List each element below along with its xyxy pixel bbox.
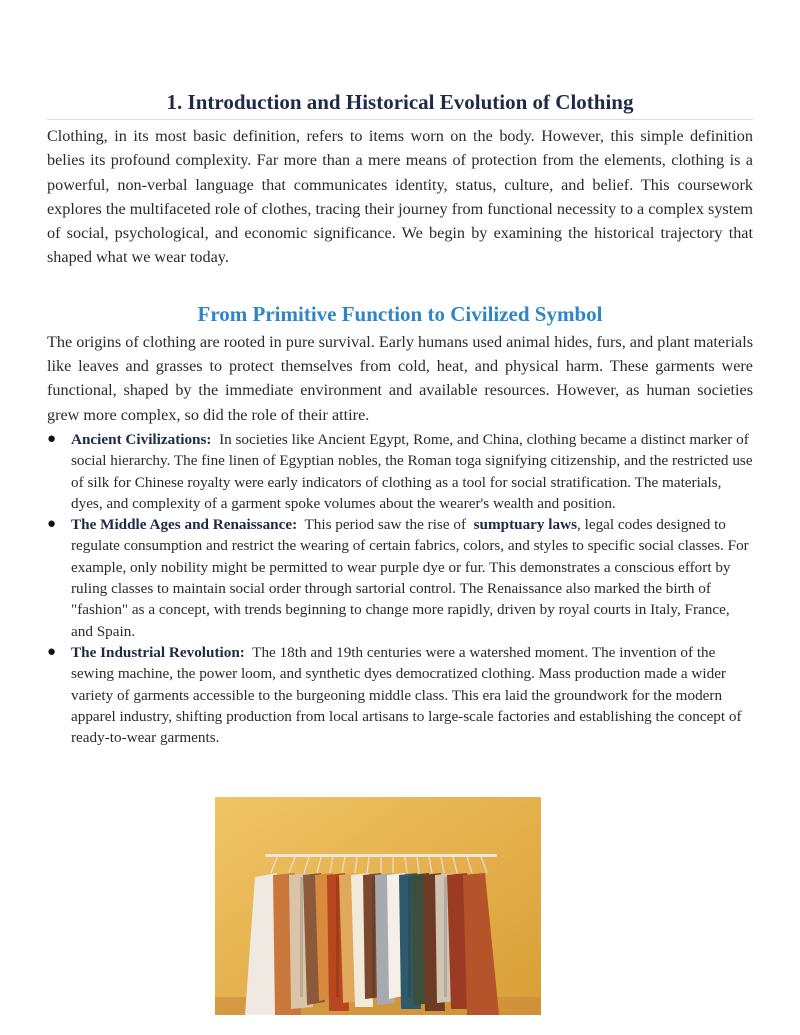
bullet-middle-ages: [47, 514, 753, 642]
bullet-text: This period saw the rise of: [304, 516, 467, 534]
bullet-icon: ●: [47, 430, 57, 447]
clothing-rack-illustration: [215, 797, 541, 1015]
bullet-ancient-civilizations: [47, 429, 753, 514]
bullet-text: , legal codes designed to regulate consumption and restrict the wearing of certain fabrics, colors, and styles to specific social classes. For example, only nobility might be permitted to wear purple dye or fur. This demonstrates a conscious effort by ruling classes to maintain social order through sartorial control. The Renaissance also marked the birth of "fashion" as a concept, with trends beginning to change more rapidly, driven by royal courts in Italy, France, and Spain.: [71, 516, 749, 640]
bullet-emphasis: sumptuary laws: [473, 516, 578, 534]
bullet-icon: ●: [47, 516, 57, 533]
history-bullet-list: [47, 429, 753, 748]
bullet-text: In societies like Ancient Egypt, Rome, and China, clothing became a distinct marker of social hierarchy. The fine linen of Egyptian nobles, the Roman toga signifying citizenship, and the restricted use of silk for Chinese royalty were early indicators of clothing as a tool for social stratification. The materials, dyes, and complexity of a garment spoke volumes about the wearer's wealth and position.: [71, 430, 753, 512]
document-page: [47, 88, 753, 748]
bullet-icon: ●: [47, 643, 57, 660]
subsection-heading: From Primitive Function to Civilized Symbol: [197, 301, 603, 326]
origins-paragraph: The origins of clothing are rooted in pure survival. Early humans used animal hides, furs, and plant materials like leaves and grasses to protect themselves from cold, heat, and physical harm. These garments were functional, shaped by the immediate environment and available resources. However, as human societies grew more complex, so did the role of their attire.: [47, 332, 753, 424]
clothing-rack-photo: [215, 797, 541, 1015]
section-heading-introduction: 1. Introduction and Historical Evolution of Clothing: [47, 88, 753, 120]
intro-paragraph: Clothing, in its most basic definition, refers to items worn on the body. However, this simple definition belies its profound complexity. Far more than a mere means of protection from the elements, clothing is a powerful, non-verbal language that communicates identity, status, culture, and belief. This coursework explores the multifaceted role of clothes, tracing their journey from functional necessity to a complex system of social, psychological, and economic significance. We begin by examining the historical trajectory that shaped what we wear today.: [47, 127, 753, 267]
bullet-heading: The Industrial Revolution:: [71, 643, 245, 661]
bullet-heading: Ancient Civilizations:: [71, 430, 212, 448]
bullet-heading: The Middle Ages and Renaissance:: [71, 516, 298, 534]
bullet-text: The 18th and 19th centuries were a watershed moment. The invention of the sewing machine, the power loom, and synthetic dyes democratized clothing. Mass production made a wider variety of garments accessible to the burgeoning middle class. This era laid the groundwork for the modern apparel industry, shifting production from local artisans to large-scale factories and establishing the concept of ready-to-wear garments.: [71, 643, 742, 747]
bullet-industrial-revolution: [47, 642, 753, 748]
